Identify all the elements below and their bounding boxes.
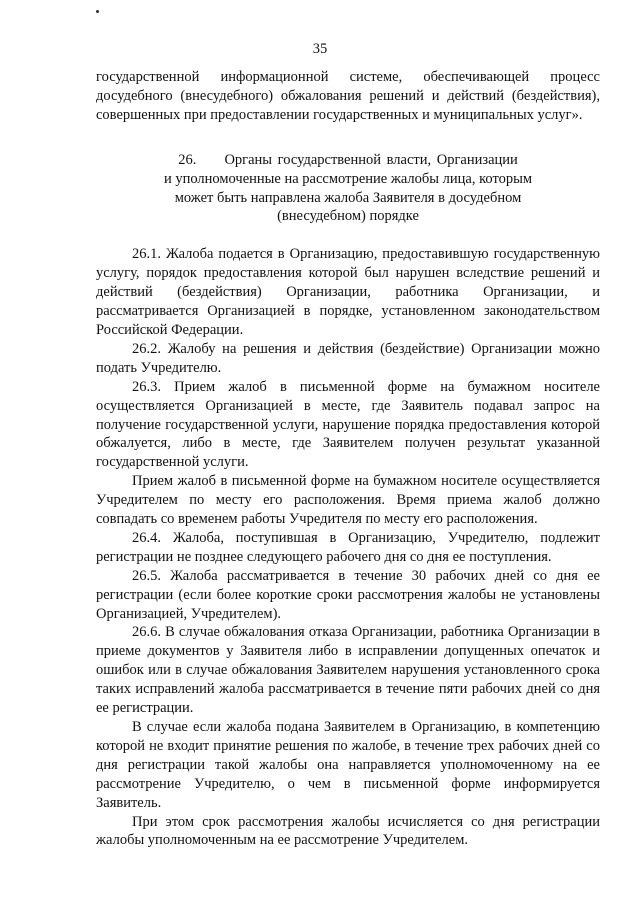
paragraph-26-6: 26.6. В случае обжалования отказа Организации, работника Организации в приеме документов у Заявителя либо в исправлении допущенных опечаток и ошибок или в случае обжалования Заявителем нарушения установленного срока таких исправлений жалоба рассматривается в течение пяти рабочих дней со дня ее регистрации. (96, 624, 600, 717)
paragraph-26-3: 26.3. Прием жалоб в письменной форме на бумажном носителе осуществляется Организацией в месте, где Заявитель подавал запрос на получение государственной услуги, нарушение порядка предоставления которой обжалуется, либо в месте, где Заявителем получен результат указанной государственной услуги. (96, 378, 600, 471)
section-heading-line-2: и уполномоченные на рассмотрение жалобы лица, которым (163, 170, 533, 187)
section-heading-line-1: 26. Органы государственной власти, Организации (178, 151, 518, 168)
scan-artifact-dot (96, 10, 99, 13)
document-body (96, 68, 600, 850)
section-heading-line-4: (внесудебном) порядке (277, 208, 419, 225)
paragraph-26-5: 26.5. Жалоба рассматривается в течение 30 рабочих дней со дня ее регистрации (если более короткие сроки рассмотрения жалобы не установлены Организацией, Учредителем). (96, 567, 600, 622)
section-heading-line-3: может быть направлена жалоба Заявителя в досудебном (174, 189, 522, 206)
intro-paragraph: государственной информационной системе, обеспечивающей процесс досудебного (внесудебного) обжалования решений и действий (бездействия), совершенных при предоставлении государственных и муниципальных услуг». (96, 69, 600, 123)
paragraph-26-1: 26.1. Жалоба подается в Организацию, предоставившую государственную услугу, порядок предоставления которой был нарушен вследствие решений и действий (бездействия) Организации, работника Организации, и рассматривается Организацией в порядке, установленном законодательством Российской Федерации. (96, 246, 600, 338)
paragraph-26-6-term: При этом срок рассмотрения жалобы исчисляется со дня регистрации жалобы уполномоченным на ее рассмотрение Учредителем. (96, 813, 600, 849)
paragraph-26-6-redirect: В случае если жалоба подана Заявителем в Организацию, в компетенцию которой не входит принятие решения по жалобе, в течение трех рабочих дней со дня регистрации такой жалобы она направляется уполномоченному на ее рассмотрение Учредителю, о чем в письменной форме информируется Заявитель. (96, 719, 600, 811)
paragraph-26-3-founder: Прием жалоб в письменной форме на бумажном носителе осуществляется Учредителем по месту его расположения. Время приема жалоб должно совпадать со временем работы Учредителя по месту его расположения. (96, 473, 600, 528)
page-number: 35 (312, 41, 328, 57)
paragraph-26-4: 26.4. Жалоба, поступившая в Организацию, Учредителю, подлежит регистрации не позднее следующего рабочего дня со дня ее поступления. (96, 529, 600, 565)
paragraph-26-2: 26.2. Жалобу на решения и действия (бездействие) Организации можно подать Учредителю. (96, 340, 600, 376)
section-heading (96, 151, 600, 227)
